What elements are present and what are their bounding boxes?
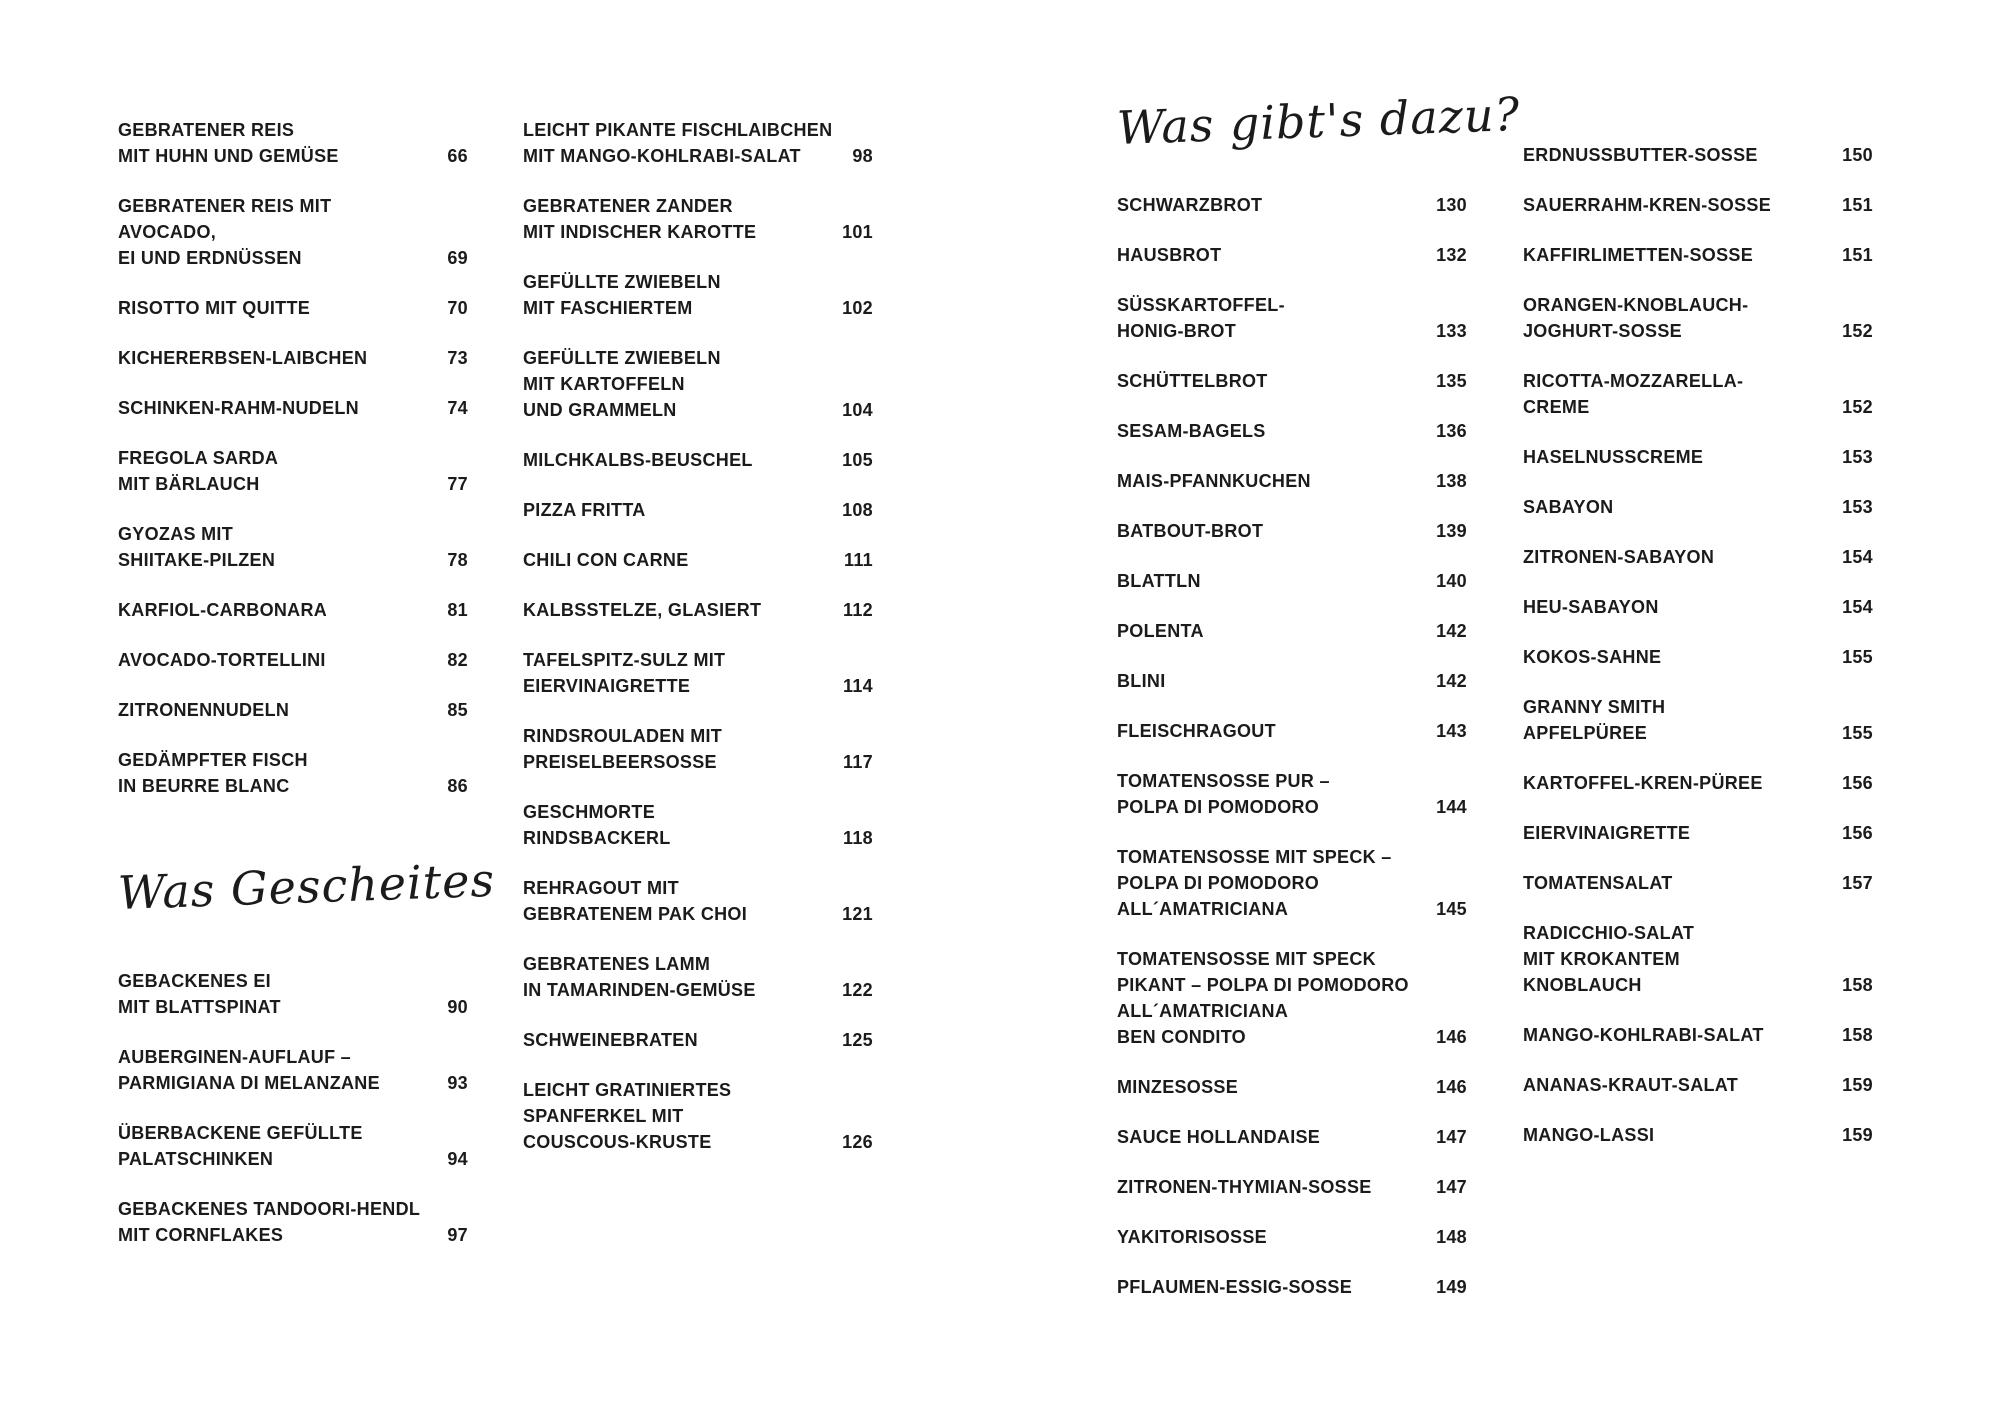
toc-item xyxy=(1523,192,1873,218)
toc-item-title: SAUERRAHM-KREN-SOSSE xyxy=(1523,195,1772,215)
toc-item-title: KALBSSTELZE, GLASIERT xyxy=(523,600,762,620)
toc-item xyxy=(1117,568,1467,594)
toc-item-page-number: 93 xyxy=(447,1073,468,1093)
toc-item-page-number: 156 xyxy=(1842,773,1873,793)
toc-item-title-line: POLPA DI POMODORO xyxy=(1117,873,1320,893)
toc-item-page-number: 148 xyxy=(1436,1227,1467,1247)
toc-item-page-number: 158 xyxy=(1842,975,1873,995)
toc-item xyxy=(523,799,873,851)
toc-item-title: MANGO-LASSI xyxy=(1523,1125,1655,1145)
toc-item-page-number: 74 xyxy=(447,398,468,418)
toc-item xyxy=(1117,718,1467,744)
toc-item-title: SABAYON xyxy=(1523,497,1614,517)
toc-item-page-number: 81 xyxy=(447,600,468,620)
toc-item xyxy=(1117,1224,1467,1250)
toc-item-page-number: 157 xyxy=(1842,873,1873,893)
toc-item xyxy=(118,117,468,169)
toc-item xyxy=(118,1044,468,1096)
toc-item xyxy=(118,1120,468,1172)
toc-item-page-number: 108 xyxy=(842,500,873,520)
toc-item-title-line: GEBRATENES LAMM xyxy=(523,954,711,974)
toc-item xyxy=(1117,192,1467,218)
toc-item xyxy=(523,193,873,245)
toc-item-title-line: RADICCHIO-SALAT xyxy=(1523,923,1695,943)
toc-item-page-number: 86 xyxy=(447,776,468,796)
toc-item-page-number: 82 xyxy=(447,650,468,670)
toc-item-title-line: SPANFERKEL MIT xyxy=(523,1106,684,1126)
toc-item-title: IN BEURRE BLANC xyxy=(118,776,290,796)
toc-item xyxy=(1523,494,1873,520)
toc-item-page-number: 138 xyxy=(1436,471,1467,491)
toc-item xyxy=(118,445,468,497)
toc-item-title: MIT BLATTSPINAT xyxy=(118,997,281,1017)
toc-item-title: BATBOUT-BROT xyxy=(1117,521,1264,541)
toc-item-title-line: LEICHT PIKANTE FISCHLAIBCHEN xyxy=(523,120,833,140)
toc-item-title: SAUCE HOLLANDAISE xyxy=(1117,1127,1321,1147)
toc-item xyxy=(523,597,873,623)
toc-item-page-number: 156 xyxy=(1842,823,1873,843)
toc-item xyxy=(1523,1122,1873,1148)
toc-item-page-number: 158 xyxy=(1842,1025,1873,1045)
toc-item-page-number: 69 xyxy=(447,248,468,268)
toc-item-title-line: TOMATENSOSSE MIT SPECK – xyxy=(1117,847,1392,867)
toc-item-title-line: TAFELSPITZ-SULZ MIT xyxy=(523,650,726,670)
toc-item-title: KARFIOL-CARBONARA xyxy=(118,600,328,620)
toc-item-title: PREISELBEERSOSSE xyxy=(523,752,717,772)
toc-item-title-line: TOMATENSOSSE PUR – xyxy=(1117,771,1330,791)
toc-item xyxy=(1523,544,1873,570)
toc-item xyxy=(523,547,873,573)
toc-item-page-number: 90 xyxy=(447,997,468,1017)
toc-item xyxy=(118,193,468,271)
toc-item-title-line: ÜBERBACKENE GEFÜLLTE xyxy=(118,1123,363,1143)
toc-item-title-line: GEFÜLLTE ZWIEBELN xyxy=(523,348,721,368)
toc-item-title-line: GRANNY SMITH xyxy=(1523,697,1666,717)
toc-item-title: ZITRONENNUDELN xyxy=(118,700,290,720)
toc-item xyxy=(1117,946,1467,1050)
toc-item-page-number: 151 xyxy=(1842,195,1873,215)
toc-item xyxy=(1117,1074,1467,1100)
toc-item-title-line: FREGOLA SARDA xyxy=(118,448,279,468)
toc-item-title: HEU-SABAYON xyxy=(1523,597,1659,617)
toc-item-page-number: 152 xyxy=(1842,321,1873,341)
toc-item-title: UND GRAMMELN xyxy=(523,400,677,420)
toc-item-title-line: GYOZAS MIT xyxy=(118,524,233,544)
toc-item-title-line: LEICHT GRATINIERTES xyxy=(523,1080,732,1100)
toc-item-title: MIT INDISCHER KAROTTE xyxy=(523,222,757,242)
toc-item-title-line: MIT KARTOFFELN xyxy=(523,374,685,394)
toc-item-page-number: 126 xyxy=(842,1132,873,1152)
toc-item xyxy=(1523,820,1873,846)
toc-item-title-line: RINDSROULADEN MIT xyxy=(523,726,723,746)
toc-item-page-number: 130 xyxy=(1436,195,1467,215)
toc-item-title: SCHWARZBROT xyxy=(1117,195,1263,215)
toc-item-title: MILCHKALBS-BEUSCHEL xyxy=(523,450,753,470)
toc-item xyxy=(1523,142,1873,168)
toc-item-title-line: ORANGEN-KNOBLAUCH- xyxy=(1523,295,1749,315)
toc-item xyxy=(1523,444,1873,470)
toc-item-title: TOMATENSALAT xyxy=(1523,873,1673,893)
toc-item-title-line: PIKANT – POLPA DI POMODORO xyxy=(1117,975,1409,995)
toc-item xyxy=(1117,618,1467,644)
toc-item-page-number: 135 xyxy=(1436,371,1467,391)
toc-item-title: HAUSBROT xyxy=(1117,245,1222,265)
toc-item xyxy=(1523,644,1873,670)
toc-item-title: EI UND ERDNÜSSEN xyxy=(118,248,302,268)
toc-item-page-number: 144 xyxy=(1436,797,1467,817)
toc-item-page-number: 153 xyxy=(1842,447,1873,467)
toc-item-page-number: 112 xyxy=(843,600,873,620)
toc-item-title: SCHWEINEBRATEN xyxy=(523,1030,698,1050)
toc-item-title: CREME xyxy=(1523,397,1590,417)
toc-item-page-number: 147 xyxy=(1436,1127,1467,1147)
toc-item-title: KOKOS-SAHNE xyxy=(1523,647,1662,667)
toc-item xyxy=(523,117,873,169)
toc-item xyxy=(118,968,468,1020)
toc-item-title: EIERVINAIGRETTE xyxy=(523,676,691,696)
toc-item-title: EIERVINAIGRETTE xyxy=(1523,823,1691,843)
toc-item-title-line: GEDÄMPFTER FISCH xyxy=(118,750,308,770)
toc-item-title-line: GEBRATENER ZANDER xyxy=(523,196,733,216)
toc-item-title: BLINI xyxy=(1117,671,1166,691)
toc-item xyxy=(1523,242,1873,268)
toc-item xyxy=(523,1027,873,1053)
toc-item-title: PARMIGIANA DI MELANZANE xyxy=(118,1073,380,1093)
toc-item-title: YAKITORISOSSE xyxy=(1117,1227,1267,1247)
toc-item-page-number: 78 xyxy=(447,550,468,570)
toc-item-page-number: 150 xyxy=(1842,145,1873,165)
toc-item-page-number: 142 xyxy=(1436,621,1467,641)
toc-item xyxy=(523,951,873,1003)
toc-item-page-number: 152 xyxy=(1842,397,1873,417)
toc-item xyxy=(1117,768,1467,820)
toc-item xyxy=(1523,920,1873,998)
toc-item-title: IN TAMARINDEN-GEMÜSE xyxy=(523,980,756,1000)
toc-item-title: SCHÜTTELBROT xyxy=(1117,371,1268,391)
toc-item xyxy=(1523,770,1873,796)
toc-item xyxy=(1117,468,1467,494)
toc-item-page-number: 122 xyxy=(842,980,873,1000)
toc-item xyxy=(118,295,468,321)
toc-item xyxy=(1523,1022,1873,1048)
toc-item-title-line: TOMATENSOSSE MIT SPECK xyxy=(1117,949,1376,969)
toc-item-title: KICHERERBSEN-LAIBCHEN xyxy=(118,348,368,368)
toc-item-title: PIZZA FRITTA xyxy=(523,500,646,520)
toc-item-title-line: GESCHMORTE xyxy=(523,802,656,822)
toc-item-page-number: 149 xyxy=(1436,1277,1467,1297)
toc-item-title-line: GEBRATENER REIS MIT xyxy=(118,196,332,216)
toc-item xyxy=(1523,368,1873,420)
toc-item-page-number: 114 xyxy=(843,676,873,696)
toc-column-left-2 xyxy=(523,117,873,1179)
toc-item xyxy=(118,597,468,623)
toc-item xyxy=(118,697,468,723)
toc-item xyxy=(1117,368,1467,394)
toc-item xyxy=(1117,292,1467,344)
toc-item-page-number: 118 xyxy=(843,828,873,848)
toc-item-page-number: 146 xyxy=(1436,1027,1467,1047)
toc-item-title: SHIITAKE-PILZEN xyxy=(118,550,276,570)
toc-item-page-number: 104 xyxy=(842,400,873,420)
toc-item-page-number: 147 xyxy=(1436,1177,1467,1197)
toc-item-page-number: 151 xyxy=(1842,245,1873,265)
handwritten-section-heading: Was gibt's dazu? xyxy=(1116,86,1521,155)
toc-item-title: CHILI CON CARNE xyxy=(523,550,689,570)
toc-item-title-line: GEBACKENES EI xyxy=(118,971,271,991)
toc-item xyxy=(523,647,873,699)
toc-item-title: MANGO-KOHLRABI-SALAT xyxy=(1523,1025,1764,1045)
toc-item-page-number: 101 xyxy=(842,222,873,242)
toc-item-page-number: 111 xyxy=(844,550,873,570)
toc-item-title-line: RICOTTA-MOZZARELLA- xyxy=(1523,371,1744,391)
toc-item-title: KARTOFFEL-KREN-PÜREE xyxy=(1523,773,1763,793)
toc-item-title: GEBRATENEM PAK CHOI xyxy=(523,904,748,924)
toc-column-right-2 xyxy=(1523,142,1873,1172)
toc-column-left-1 xyxy=(117,117,496,1272)
toc-item-title-line: AUBERGINEN-AUFLAUF – xyxy=(118,1047,351,1067)
toc-item-page-number: 155 xyxy=(1842,723,1873,743)
toc-item-page-number: 66 xyxy=(447,146,468,166)
toc-item-title-line: AVOCADO, xyxy=(118,222,217,242)
toc-item-title: MIT FASCHIERTEM xyxy=(523,298,693,318)
toc-item-title: POLPA DI POMODORO xyxy=(1117,797,1320,817)
toc-item-title: COUSCOUS-KRUSTE xyxy=(523,1132,712,1152)
toc-item-page-number: 154 xyxy=(1842,597,1873,617)
toc-item-page-number: 143 xyxy=(1436,721,1467,741)
toc-item-title: SESAM-BAGELS xyxy=(1117,421,1266,441)
toc-item xyxy=(118,1196,468,1248)
toc-item-page-number: 97 xyxy=(447,1225,468,1245)
toc-item xyxy=(1117,418,1467,444)
toc-item xyxy=(523,497,873,523)
toc-item-title: KAFFIRLIMETTEN-SOSSE xyxy=(1523,245,1753,265)
toc-item xyxy=(118,647,468,673)
toc-item-page-number: 136 xyxy=(1436,421,1467,441)
toc-item-page-number: 125 xyxy=(842,1030,873,1050)
toc-item-page-number: 73 xyxy=(447,348,468,368)
toc-item-title: POLENTA xyxy=(1117,621,1204,641)
toc-item-page-number: 132 xyxy=(1436,245,1467,265)
toc-item-title: ANANAS-KRAUT-SALAT xyxy=(1523,1075,1739,1095)
toc-item-title: FLEISCHRAGOUT xyxy=(1117,721,1276,741)
toc-item-title: RINDSBACKERL xyxy=(523,828,671,848)
toc-item xyxy=(1523,694,1873,746)
toc-item-title: KNOBLAUCH xyxy=(1523,975,1642,995)
toc-item xyxy=(523,345,873,423)
toc-item xyxy=(523,269,873,321)
toc-item xyxy=(118,345,468,371)
toc-item-page-number: 85 xyxy=(447,700,468,720)
toc-item-page-number: 153 xyxy=(1842,497,1873,517)
toc-item xyxy=(1117,668,1467,694)
toc-item-title: MIT MANGO-KOHLRABI-SALAT xyxy=(523,146,801,166)
toc-item-title: BLATTLN xyxy=(1117,571,1201,591)
toc-item-page-number: 155 xyxy=(1842,647,1873,667)
toc-item-title-line: MIT KROKANTEM xyxy=(1523,949,1680,969)
toc-item xyxy=(523,723,873,775)
handwritten-section-heading: Was Gescheites xyxy=(117,852,496,920)
toc-column-right-1 xyxy=(1116,86,1521,1324)
toc-item-title: PALATSCHINKEN xyxy=(118,1149,274,1169)
toc-item-title: RISOTTO MIT QUITTE xyxy=(118,298,311,318)
toc-item-title: JOGHURT-SOSSE xyxy=(1523,321,1682,341)
toc-item-page-number: 139 xyxy=(1436,521,1467,541)
toc-item-title: APFELPÜREE xyxy=(1523,723,1648,743)
toc-item xyxy=(1117,1124,1467,1150)
toc-item-title: ZITRONEN-THYMIAN-SOSSE xyxy=(1117,1177,1372,1197)
toc-item-title: ERDNUSSBUTTER-SOSSE xyxy=(1523,145,1758,165)
toc-item-title: BEN CONDITO xyxy=(1117,1027,1246,1047)
toc-item-title-line: SÜSSKARTOFFEL- xyxy=(1117,295,1285,315)
toc-item-title: ALL´AMATRICIANA xyxy=(1117,899,1289,919)
toc-item-title: MIT CORNFLAKES xyxy=(118,1225,284,1245)
toc-item xyxy=(523,1077,873,1155)
toc-item-title-line: GEFÜLLTE ZWIEBELN xyxy=(523,272,721,292)
toc-item xyxy=(118,395,468,421)
toc-item xyxy=(1523,292,1873,344)
toc-item-page-number: 133 xyxy=(1436,321,1467,341)
toc-item xyxy=(1523,1072,1873,1098)
toc-item-title: HONIG-BROT xyxy=(1117,321,1236,341)
toc-item xyxy=(1117,518,1467,544)
toc-item xyxy=(118,521,468,573)
toc-item xyxy=(1523,594,1873,620)
toc-item-page-number: 117 xyxy=(843,752,873,772)
toc-item xyxy=(523,875,873,927)
toc-item-title: SCHINKEN-RAHM-NUDELN xyxy=(118,398,359,418)
toc-item-title: MIT BÄRLAUCH xyxy=(118,474,260,494)
toc-item-page-number: 105 xyxy=(842,450,873,470)
toc-item-page-number: 70 xyxy=(447,298,468,318)
toc-item-page-number: 140 xyxy=(1436,571,1467,591)
toc-item-title-line: GEBRATENER REIS xyxy=(118,120,295,140)
toc-item xyxy=(1117,1274,1467,1300)
toc-item xyxy=(1117,242,1467,268)
toc-item xyxy=(523,447,873,473)
toc-item-title-line: REHRAGOUT MIT xyxy=(523,878,679,898)
toc-item-title: HASELNUSSCREME xyxy=(1523,447,1704,467)
toc-item-page-number: 159 xyxy=(1842,1125,1873,1145)
toc-item-page-number: 142 xyxy=(1436,671,1467,691)
toc-item-page-number: 94 xyxy=(447,1149,468,1169)
toc-item-page-number: 98 xyxy=(852,146,873,166)
toc-item-page-number: 145 xyxy=(1436,899,1467,919)
toc-item-title: MAIS-PFANNKUCHEN xyxy=(1117,471,1311,491)
toc-item-page-number: 102 xyxy=(842,298,873,318)
toc-item xyxy=(1117,1174,1467,1200)
toc-item-page-number: 77 xyxy=(447,474,468,494)
toc-item-page-number: 159 xyxy=(1842,1075,1873,1095)
toc-item-title: MINZESOSSE xyxy=(1117,1077,1239,1097)
toc-item-title-line: ALL´AMATRICIANA xyxy=(1117,1001,1289,1021)
toc-item-title-line: GEBACKENES TANDOORI-HENDL xyxy=(118,1199,421,1219)
toc-item xyxy=(1117,844,1467,922)
toc-item-title: ZITRONEN-SABAYON xyxy=(1523,547,1715,567)
toc-item xyxy=(1523,870,1873,896)
toc-item-page-number: 146 xyxy=(1436,1077,1467,1097)
toc-item-title: AVOCADO-TORTELLINI xyxy=(118,650,326,670)
toc-item-page-number: 154 xyxy=(1842,547,1873,567)
toc-item xyxy=(118,747,468,799)
toc-item-title: MIT HUHN UND GEMÜSE xyxy=(118,146,339,166)
toc-item-title: PFLAUMEN-ESSIG-SOSSE xyxy=(1117,1277,1353,1297)
toc-item-page-number: 121 xyxy=(842,904,873,924)
